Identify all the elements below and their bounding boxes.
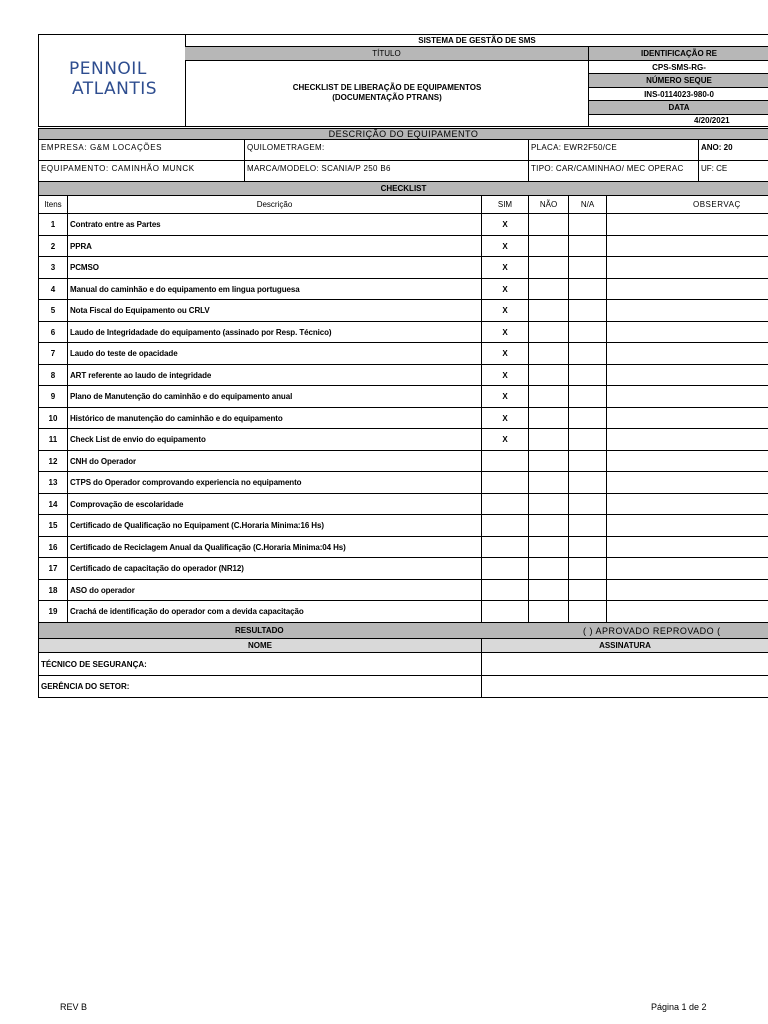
row-observacao-field[interactable] [607,451,768,473]
gerencia-signature-field[interactable] [482,676,768,698]
row-na-checkbox[interactable] [569,558,607,580]
row-description: Nota Fiscal do Equipamento ou CRLV [68,300,482,322]
row-na-checkbox[interactable] [569,494,607,516]
row-description: Certificado de Qualificação no Equipament (C.Horaria Minima:16 Hs) [68,515,482,537]
row-nao-checkbox[interactable] [529,343,569,365]
row-nao-checkbox[interactable] [529,429,569,451]
row-item-number: 1 [38,214,68,236]
row-nao-checkbox[interactable] [529,515,569,537]
row-sim-checkbox[interactable]: X [482,343,529,365]
row-sim-checkbox[interactable]: X [482,365,529,387]
row-na-checkbox[interactable] [569,451,607,473]
date-label: DATA [589,101,768,115]
row-description: CTPS do Operador comprovando experiencia no equipamento [68,472,482,494]
row-na-checkbox[interactable] [569,537,607,559]
equipment-section-title: DESCRIÇÃO DO EQUIPAMENTO [38,128,768,140]
revision-label: REV B [60,1002,88,1012]
row-nao-checkbox[interactable] [529,279,569,301]
row-observacao-field[interactable] [607,300,768,322]
doc-title-line1: CHECKLIST DE LIBERAÇÃO DE EQUIPAMENTOS [292,83,482,92]
row-na-checkbox[interactable] [569,279,607,301]
result-options[interactable]: ( ) APROVADO REPROVADO ( [583,625,721,636]
row-description: Certificado de capacitação do operador (NR12) [68,558,482,580]
col-header-observacao: OBSERVAÇ [607,196,768,214]
col-header-nao: NÃO [529,196,569,214]
row-item-number: 5 [38,300,68,322]
id-label: IDENTIFICAÇÃO RE [589,47,768,61]
row-sim-checkbox[interactable]: X [482,300,529,322]
row-description: CNH do Operador [68,451,482,473]
row-item-number: 17 [38,558,68,580]
row-sim-checkbox[interactable]: X [482,386,529,408]
row-item-number: 4 [38,279,68,301]
row-item-number: 12 [38,451,68,473]
logo-text-line2: ATLANTIS [72,79,158,99]
row-na-checkbox[interactable] [569,386,607,408]
row-na-checkbox[interactable] [569,343,607,365]
row-sim-checkbox[interactable]: X [482,322,529,344]
row-item-number: 15 [38,515,68,537]
seq-label: NÚMERO SEQUE [589,74,768,88]
col-header-itens: Itens [38,196,68,214]
assinatura-header: ASSINATURA [482,639,768,653]
row-na-checkbox[interactable] [569,429,607,451]
equipamento-field: EQUIPAMENTO: CAMINHÃO MUNCK [38,161,245,182]
row-sim-checkbox[interactable] [482,558,529,580]
row-observacao-field[interactable] [607,279,768,301]
row-sim-checkbox[interactable] [482,472,529,494]
row-item-number: 19 [38,601,68,623]
row-item-number: 16 [38,537,68,559]
id-value: CPS-SMS-RG- [589,61,768,74]
page-number: Página 1 de 2 [651,1002,707,1012]
row-sim-checkbox[interactable] [482,515,529,537]
row-nao-checkbox[interactable] [529,601,569,623]
row-na-checkbox[interactable] [569,601,607,623]
row-description: Plano de Manutenção do caminhão e do equipamento anual [68,386,482,408]
document-header [38,34,768,127]
row-item-number: 6 [38,322,68,344]
row-nao-checkbox[interactable] [529,537,569,559]
logo-text-line1: PENNOIL [69,59,147,79]
row-observacao-field[interactable] [607,257,768,279]
row-nao-checkbox[interactable] [529,558,569,580]
row-description: ART referente ao laudo de integridade [68,365,482,387]
title-label: TÍTULO [185,47,589,61]
row-item-number: 9 [38,386,68,408]
row-description: Certificado de Reciclagem Anual da Qualificação (C.Horaria Minima:04 Hs) [68,537,482,559]
row-nao-checkbox[interactable] [529,300,569,322]
row-observacao-field[interactable] [607,365,768,387]
row-sim-checkbox[interactable] [482,601,529,623]
col-header-na: N/A [569,196,607,214]
placa-field: PLACA: EWR2F50/CE [529,140,699,161]
uf-field: UF: CE [699,161,768,182]
row-item-number: 8 [38,365,68,387]
row-sim-checkbox[interactable]: X [482,408,529,430]
row-nao-checkbox[interactable] [529,257,569,279]
row-description: PCMSO [68,257,482,279]
row-item-number: 10 [38,408,68,430]
row-item-number: 3 [38,257,68,279]
row-nao-checkbox[interactable] [529,386,569,408]
empresa-field: EMPRESA: G&M LOCAÇÕES [38,140,245,161]
row-observacao-field[interactable] [607,580,768,602]
row-na-checkbox[interactable] [569,257,607,279]
row-description: Manual do caminhão e do equipamento em lingua portuguesa [68,279,482,301]
company-logo [39,35,186,127]
row-item-number: 13 [38,472,68,494]
row-observacao-field[interactable] [607,386,768,408]
row-observacao-field[interactable] [607,601,768,623]
row-nao-checkbox[interactable] [529,214,569,236]
row-observacao-field[interactable] [607,429,768,451]
row-na-checkbox[interactable] [569,300,607,322]
row-observacao-field[interactable] [607,322,768,344]
row-sim-checkbox[interactable]: X [482,279,529,301]
row-observacao-field[interactable] [607,236,768,258]
row-description: ASO do operador [68,580,482,602]
row-sim-checkbox[interactable] [482,494,529,516]
row-na-checkbox[interactable] [569,580,607,602]
row-description: Histórico de manutenção do caminhão e do equipamento [68,408,482,430]
row-item-number: 14 [38,494,68,516]
row-observacao-field[interactable] [607,515,768,537]
row-description: Check List de envio do equipamento [68,429,482,451]
row-sim-checkbox[interactable] [482,537,529,559]
row-nao-checkbox[interactable] [529,472,569,494]
result-label: RESULTADO [38,623,768,639]
col-header-descricao: Descrição [68,196,482,214]
row-nao-checkbox[interactable] [529,494,569,516]
row-observacao-field[interactable] [607,537,768,559]
tecnico-signature-field[interactable] [482,653,768,676]
row-nao-checkbox[interactable] [529,580,569,602]
row-description: Laudo do teste de opacidade [68,343,482,365]
row-nao-checkbox[interactable] [529,322,569,344]
doc-title-line2: (DOCUMENTAÇÃO PTRANS) [332,93,442,102]
row-na-checkbox[interactable] [569,322,607,344]
checklist-title: CHECKLIST [38,182,768,196]
system-name: SISTEMA DE GESTÃO DE SMS [185,35,768,47]
row-nao-checkbox[interactable] [529,236,569,258]
row-na-checkbox[interactable] [569,365,607,387]
row-observacao-field[interactable] [607,558,768,580]
row-description: Contrato entre as Partes [68,214,482,236]
row-sim-checkbox[interactable]: X [482,236,529,258]
row-observacao-field[interactable] [607,214,768,236]
tecnico-seguranca-field[interactable]: TÉCNICO DE SEGURANÇA: [38,653,482,676]
row-na-checkbox[interactable] [569,236,607,258]
row-na-checkbox[interactable] [569,472,607,494]
row-description: Comprovação de escolaridade [68,494,482,516]
marca-modelo-field: MARCA/MODELO: SCANIA/P 250 B6 [245,161,529,182]
row-item-number: 18 [38,580,68,602]
row-observacao-field[interactable] [607,472,768,494]
row-na-checkbox[interactable] [569,515,607,537]
row-item-number: 2 [38,236,68,258]
row-item-number: 11 [38,429,68,451]
date-value: 4/20/2021 [694,116,730,125]
row-nao-checkbox[interactable] [529,365,569,387]
row-na-checkbox[interactable] [569,408,607,430]
ano-field: ANO: 20 [699,140,768,161]
row-sim-checkbox[interactable] [482,580,529,602]
seq-value: INS-0114023-980-0 [589,88,768,101]
row-sim-checkbox[interactable] [482,451,529,473]
row-observacao-field[interactable] [607,494,768,516]
row-description: PPRA [68,236,482,258]
nome-header: NOME [38,639,482,653]
gerencia-setor-field[interactable]: GERÊNCIA DO SETOR: [38,676,482,698]
row-description: Crachá de identificação do operador com a devida capacitação [68,601,482,623]
row-description: Laudo de Integridadade do equipamento (assinado por Resp. Técnico) [68,322,482,344]
row-item-number: 7 [38,343,68,365]
row-sim-checkbox[interactable]: X [482,429,529,451]
row-sim-checkbox[interactable]: X [482,214,529,236]
quilometragem-field: QUILOMETRAGEM: [245,140,529,161]
row-na-checkbox[interactable] [569,214,607,236]
col-header-sim: SIM [482,196,529,214]
row-sim-checkbox[interactable]: X [482,257,529,279]
row-observacao-field[interactable] [607,408,768,430]
row-nao-checkbox[interactable] [529,451,569,473]
row-nao-checkbox[interactable] [529,408,569,430]
row-observacao-field[interactable] [607,343,768,365]
tipo-field: TIPO: CAR/CAMINHAO/ MEC OPERAC [529,161,699,182]
